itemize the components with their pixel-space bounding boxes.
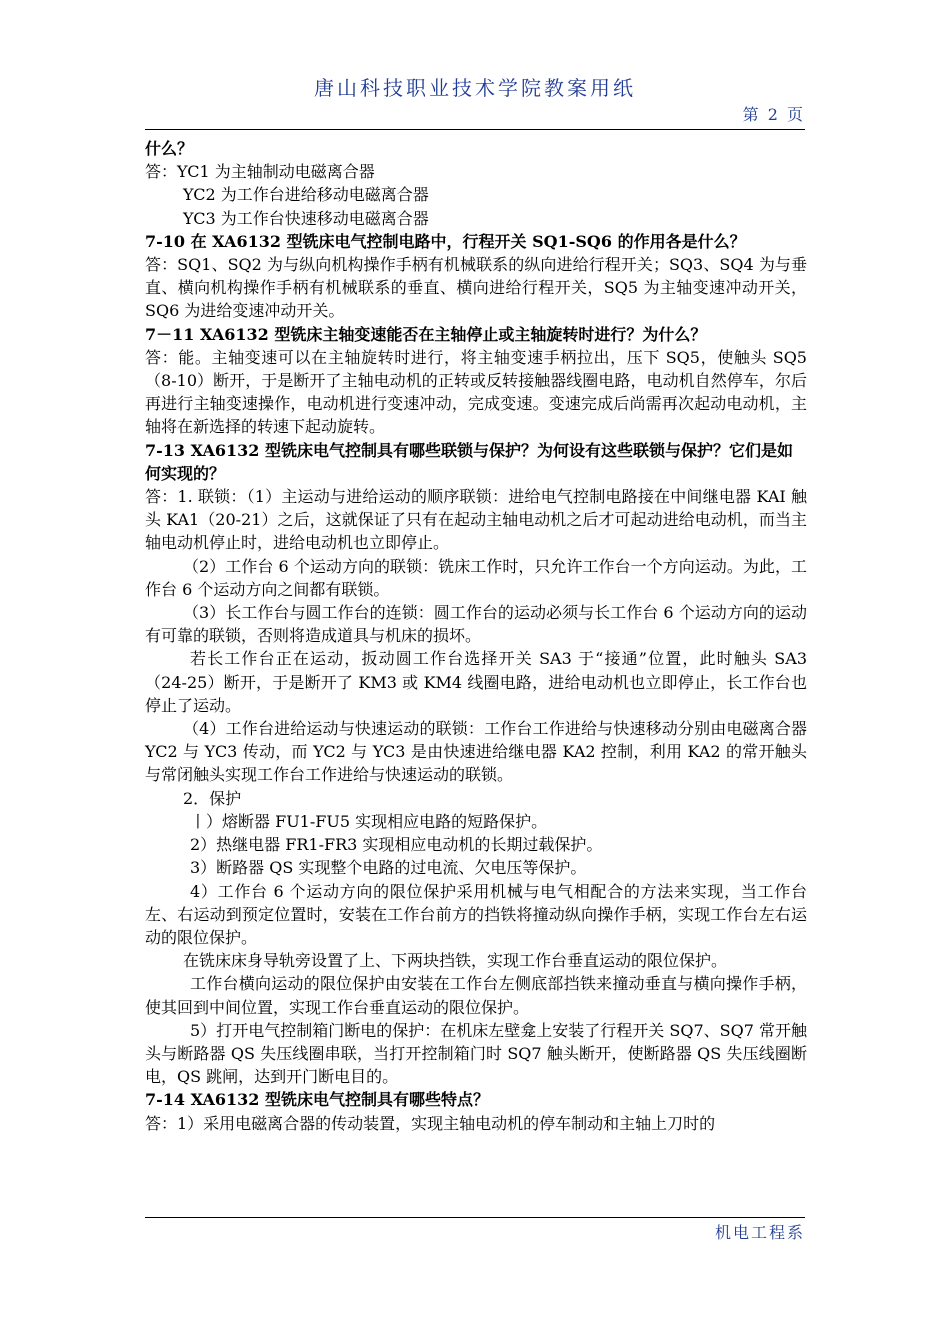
answer-paragraph: 答：SQ1、SQ2 为与纵向机构操作手柄有机械联系的纵向进给行程开关；SQ3、SQ4 为与垂直、横向机构操作手柄有机械联系的垂直、横向进给行程开关，SQ5 为主轴变速冲动开关，SQ6 为进给变速冲动开关。 — [145, 255, 807, 321]
question-heading: 7－11 XA6132 型铣床主轴变速能否在主轴停止或主轴旋转时进行？为什么？ — [145, 324, 707, 344]
list-item: 5）打开电气控制箱门断电的保护：在机床左壁龛上安装了行程开关 SQ7、SQ7 常开触头与断路器 QS 失压线圈串联，当打开控制箱门时 SQ7 触头断开，使断路器 QS 失压线圈断电，QS 跳闸，达到开门断电目的。 — [145, 1020, 807, 1087]
answer-paragraph: 答：1. 联锁：（1）主运动与进给运动的顺序联锁：进给电气控制电路接在中间继电器 KAI 触头 KA1（20-21）之后，这就保证了只有在起动主轴电动机之后才可起动进给电动机，而当主轴电动机停止时，进给电动机也立即停止。 — [145, 487, 807, 553]
answer-paragraph: （4）工作台进给运动与快速运动的联锁：工作台工作进给与快速移动分别由电磁离合器 YC2 与 YC3 传动，而 YC2 与 YC3 是由快速进给继电器 KA2 控制，利用 KA2 的常开触头与常闭触头实现工作台工作进给与快速运动的联锁。 — [145, 719, 807, 785]
answer-paragraph: 若长工作台正在运动，扳动圆工作台选择开关 SA3 于“接通”位置，此时触头 SA3（24-25）断开，于是断开了 KM3 或 KM4 线圈电路，进给电动机也立即停止，长工作台也停止了运动。 — [145, 649, 807, 715]
answer-line: YC2 为工作台进给移动电磁离合器 — [183, 185, 429, 205]
answer-paragraph: 在铣床床身导轨旁设置了上、下两块挡铁，实现工作台垂直运动的限位保护。 — [183, 951, 728, 971]
list-item: 2）热继电器 FR1-FR3 实现相应电动机的长期过载保护。 — [190, 835, 603, 855]
question-heading: 7-13 XA6132 型铣床电气控制具有哪些联锁与保护？为何设有这些联锁与保护？它们是如何实现的？ — [145, 440, 793, 483]
footer-department: 机电工程系 — [714, 1223, 805, 1242]
answer-paragraph: 答：能。主轴变速可以在主轴旋转时进行，将主轴变速手柄拉出，压下 SQ5，使触头 SQ5（8-10）断开，于是断开了主轴电动机的正转或反转接触器线圈电路，电动机自然停车，尔后再进行主轴变速操作，电动机进行变速冲动，完成变速。变速完成后尚需再次起动电动机，主轴将在新选择的转速下起动旋转。 — [145, 347, 807, 437]
answer-paragraph: （2）工作台 6 个运动方向的联锁：铣床工作时，只允许工作台一个方向运动。为此，工作台 6 个运动方向之间都有联锁。 — [145, 556, 807, 599]
page-number: 第 2 页 — [742, 105, 805, 124]
answer-line: 答：YC1 为主轴制动电磁离合器 — [145, 162, 375, 182]
page-body — [145, 137, 807, 1135]
document-header-title: 唐山科技职业技术学院教案用纸 — [314, 76, 636, 100]
list-item: 4）工作台 6 个运动方向的限位保护采用机械与电气相配合的方法来实现，当工作台左、右运动到预定位置时，安装在工作台前方的挡铁将撞动纵向操作手柄，实现工作台左右运动的限位保护。 — [145, 881, 807, 947]
list-item: 3）断路器 QS 实现整个电路的过电流、欠电压等保护。 — [190, 858, 587, 878]
question-heading: 7-10 在 XA6132 型铣床电气控制电路中，行程开关 SQ1-SQ6 的作用各是什么？ — [145, 231, 746, 251]
question-continuation: 什么？ — [145, 139, 194, 158]
answer-paragraph: 工作台横向运动的限位保护由安装在工作台左侧底部挡铁来撞动垂直与横向操作手柄，使其回到中间位置，实现工作台垂直运动的限位保护。 — [145, 974, 807, 1017]
header-divider — [145, 129, 805, 130]
list-item: 丨）熔断器 FU1-FU5 实现相应电路的短路保护。 — [190, 811, 548, 831]
question-heading: 7-14 XA6132 型铣床电气控制具有哪些特点？ — [145, 1090, 489, 1110]
footer-divider — [145, 1217, 805, 1218]
answer-paragraph: （3）长工作台与圆工作台的连锁：圆工作台的运动必须与长工作台 6 个运动方向的运动有可靠的联锁，否则将造成道具与机床的损坏。 — [145, 603, 807, 646]
answer-line: YC3 为工作台快速移动电磁离合器 — [183, 208, 429, 228]
section-label: 2．保护 — [183, 788, 242, 808]
answer-paragraph: 答：1）采用电磁离合器的传动装置，实现主轴电动机的停车制动和主轴上刀时的 — [145, 1113, 716, 1133]
